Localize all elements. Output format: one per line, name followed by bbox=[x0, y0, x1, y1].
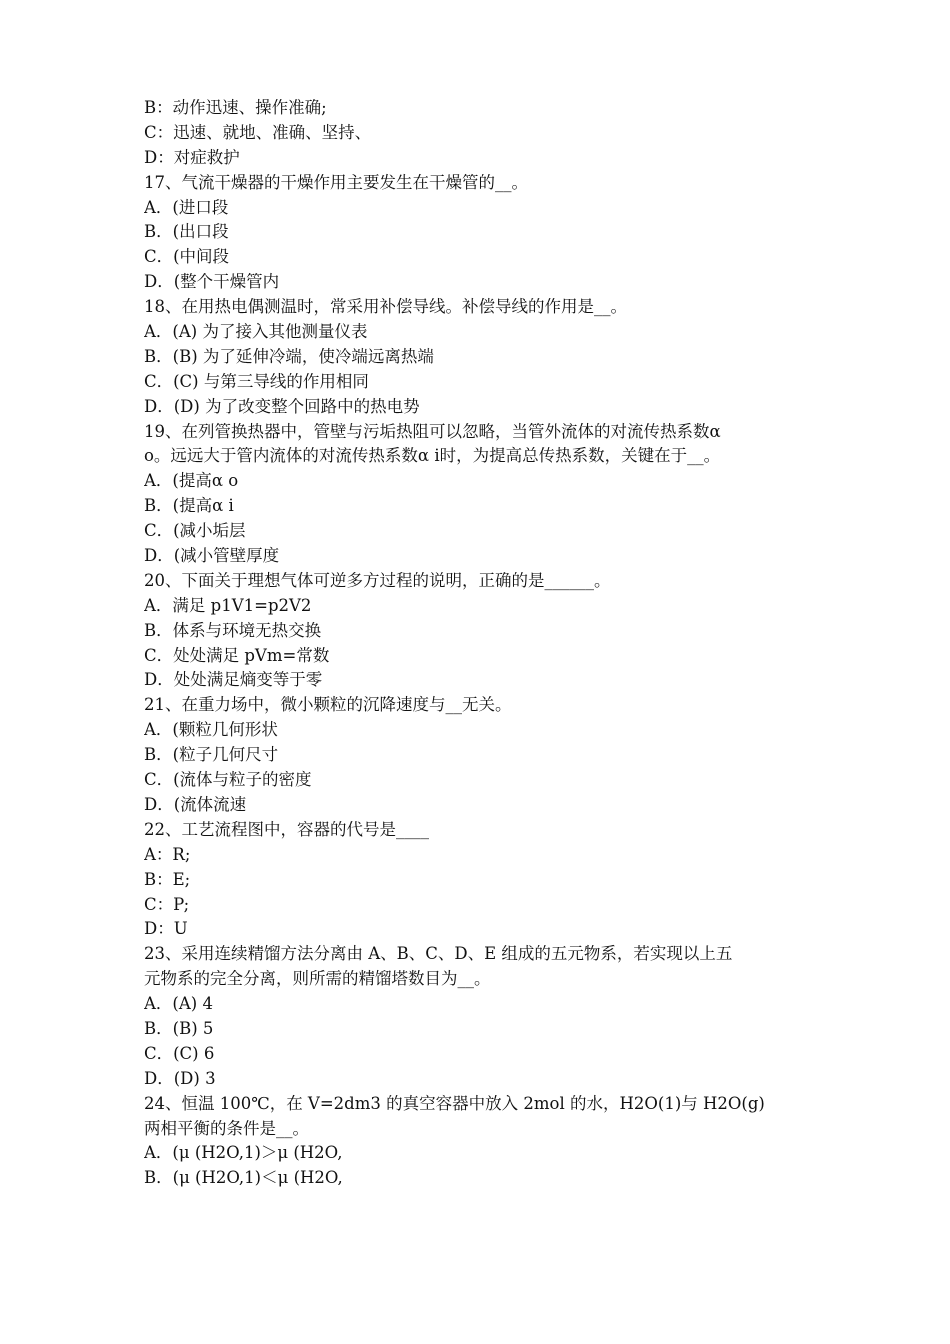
option-line: D．处处满足熵变等于零 bbox=[144, 670, 323, 690]
question-24: 24、恒温 100℃，在 V=2dm3 的真空容器中放入 2mol 的水，H2O(1)与 H2O(g) bbox=[144, 1093, 765, 1113]
option-line: A．(提高α o bbox=[144, 471, 239, 491]
option-line: A．(进口段 bbox=[144, 197, 229, 217]
option-line: B．(提高α i bbox=[144, 496, 234, 516]
question-19-continued: o。远远大于管内流体的对流传热系数α i时，为提高总传热系数，关键在于__。 bbox=[144, 446, 721, 466]
option-line: C．处处满足 pVm=常数 bbox=[144, 645, 330, 665]
option-line: B．(B) 5 bbox=[144, 1018, 214, 1038]
option-line: A．(μ (H2O,1)＞μ (H2O, bbox=[144, 1143, 343, 1163]
option-line: B：动作迅速、操作准确; bbox=[144, 98, 327, 117]
option-line: C：迅速、就地、准确、坚持、 bbox=[144, 122, 372, 142]
option-line: A．(颗粒几何形状 bbox=[144, 720, 278, 740]
question-20: 20、下面关于理想气体可逆多方过程的说明，正确的是______。 bbox=[144, 570, 611, 590]
option-line: B．体系与环境无热交换 bbox=[144, 620, 322, 640]
option-line: C．(减小垢层 bbox=[144, 521, 246, 541]
question-22: 22、工艺流程图中，容器的代号是____ bbox=[144, 819, 429, 839]
option-line: C：P; bbox=[144, 894, 190, 914]
question-19: 19、在列管换热器中，管壁与污垢热阻可以忽略，当管外流体的对流传热系数α bbox=[144, 421, 721, 441]
option-line: D．(减小管壁厚度 bbox=[144, 546, 280, 566]
option-line: D．(流体流速 bbox=[144, 794, 247, 814]
option-line: C．(C) 6 bbox=[144, 1043, 215, 1063]
option-line: B．(出口段 bbox=[144, 222, 229, 242]
option-line: B．(粒子几何尺寸 bbox=[144, 745, 279, 765]
option-line: A：R; bbox=[144, 844, 191, 864]
option-line: B．(B) 为了延伸冷端，使冷端远离热端 bbox=[144, 346, 434, 366]
option-line: D．(D) 3 bbox=[144, 1068, 216, 1088]
option-line: B：E; bbox=[144, 869, 191, 889]
option-line: C．(流体与粒子的密度 bbox=[144, 770, 312, 790]
option-line: A．满足 p1V1=p2V2 bbox=[144, 595, 312, 615]
question-24-continued: 两相平衡的条件是__。 bbox=[144, 1118, 309, 1138]
document-page bbox=[144, 96, 816, 1191]
option-line: B．(μ (H2O,1)＜μ (H2O, bbox=[144, 1168, 343, 1188]
option-line: C．(C) 与第三导线的作用相同 bbox=[144, 371, 369, 391]
option-line: A．(A) 为了接入其他测量仪表 bbox=[144, 322, 368, 342]
option-line: D．(整个干燥管内 bbox=[144, 272, 280, 292]
option-line: D．(D) 为了改变整个回路中的热电势 bbox=[144, 396, 420, 416]
question-18: 18、在用热电偶测温时，常采用补偿导线。补偿导线的作用是__。 bbox=[144, 297, 627, 317]
question-23-continued: 元物系的完全分离，则所需的精馏塔数目为__。 bbox=[144, 969, 491, 989]
question-17: 17、气流干燥器的干燥作用主要发生在干燥管的__。 bbox=[144, 172, 528, 192]
option-line: A．(A) 4 bbox=[144, 994, 213, 1014]
question-21: 21、在重力场中，微小颗粒的沉降速度与__无关。 bbox=[144, 695, 512, 715]
option-line: D：U bbox=[144, 919, 188, 939]
question-23: 23、采用连续精馏方法分离由 A、B、C、D、E 组成的五元物系，若实现以上五 bbox=[144, 944, 733, 964]
option-line: D：对症救护 bbox=[144, 147, 240, 167]
option-line: C．(中间段 bbox=[144, 247, 230, 267]
